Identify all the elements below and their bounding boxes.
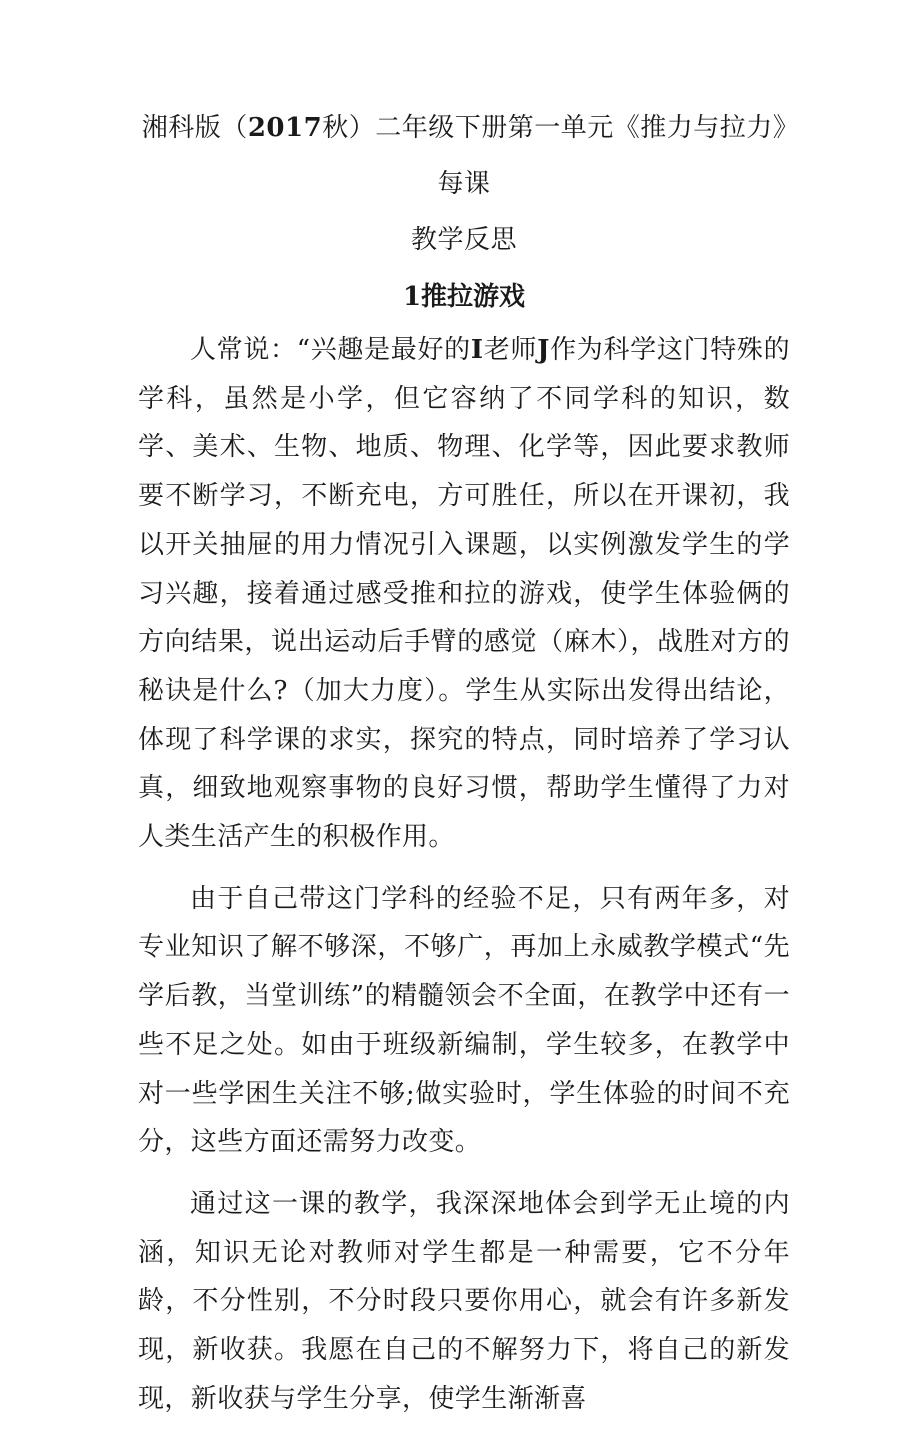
- lesson-heading: [138, 268, 790, 326]
- paragraph-3: 通过这一课的教学，我深深地体会到学无止境的内涵，知识无论对教师对学生都是一种需要，它不分年龄，不分性别，不分时段只要你用心，就会有许多新发现，新收获。我愿在自己的不解努力下，将自己的新发现，新收获与学生分享，使学生渐渐喜: [138, 1188, 790, 1414]
- para1-mark-b: J: [537, 335, 550, 365]
- para1-text-b: 老师: [483, 335, 538, 365]
- title-year: 2017: [247, 113, 323, 143]
- document-title-line1: [138, 100, 790, 212]
- title-prefix: 湘科版（: [141, 113, 248, 143]
- lesson-number: 1: [402, 282, 422, 312]
- para1-text-c: 作为科学这门特殊的学科，虽然是小学，但它容纳了不同学科的知识，数学、美术、生物、地质、物理、化学等，因此要求教师要不断学习，不断充电，方可胜任，所以在开课初，我以开关抽屉的用力情况引入课题，以实例激发学生的学习兴趣，接着通过感受推和拉的游戏，使学生体验俩的方向结果，说出运动后手臂的感觉（麻木），战胜对方的秘诀是什么?（加大力度）。学生从实际出发得出结论，体现了科学课的求实，探究的特点，同时培养了学习认真，细致地观察事物的良好习惯，帮助学生懂得了力对人类生活产生的积极作用。: [138, 335, 790, 853]
- document-body: [138, 100, 790, 1436]
- document-title-line2: 教学反思: [410, 225, 517, 255]
- para1-mark-a: I: [470, 335, 484, 365]
- lesson-name: 推拉游戏: [421, 282, 526, 312]
- paragraph-1: [138, 326, 790, 862]
- para1-text-a: 人常说：“兴趣是最好的: [190, 335, 471, 365]
- title-suffix: 秋）二年级下册第一单元《推力与拉力》每课: [322, 113, 787, 199]
- paragraph-2: 由于自己带这门学科的经验不足，只有两年多，对专业知识了解不够深，不够广，再加上永威教学模式“先学后教，当堂训练”的精髓领会不全面，在教学中还有一些不足之处。如由于班级新编制，学生较多，在教学中对一些学困生关注不够;做实验时，学生体验的时间不充分，这些方面还需努力改变。: [138, 883, 790, 1158]
